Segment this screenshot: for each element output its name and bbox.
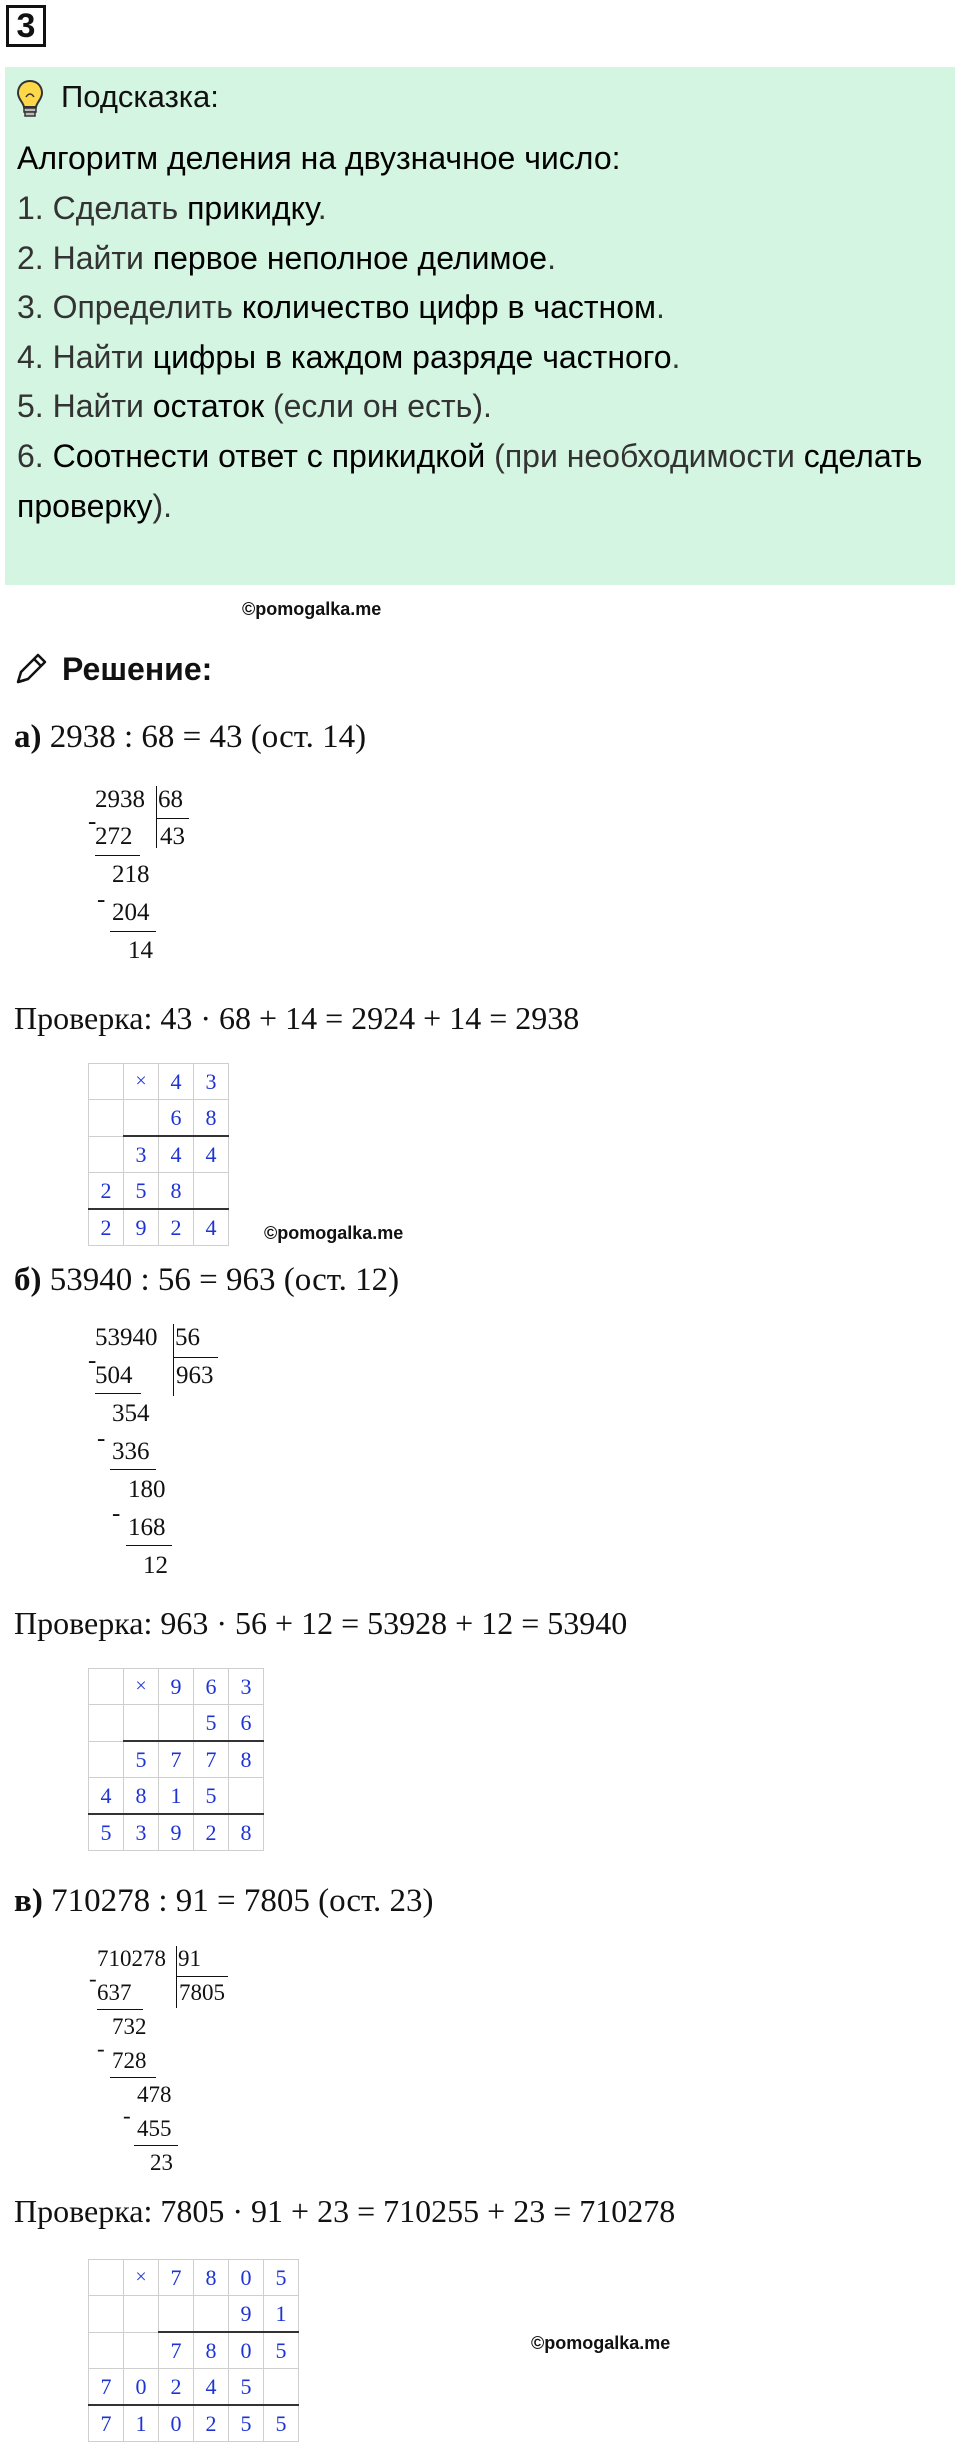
- multiplication-grid: [88, 1668, 264, 1851]
- grid-cell: 6: [194, 1669, 229, 1705]
- division-step: 180: [128, 1476, 166, 1503]
- hint-text: цифры в каждом разряде частного: [152, 339, 672, 375]
- minus-sign: -: [112, 1500, 121, 1527]
- hint-text: 2. Найти: [17, 240, 153, 276]
- hint-text: (при необходимости: [485, 438, 804, 474]
- grid-cell: 7: [159, 1741, 194, 1778]
- grid-cell: 2: [89, 1209, 124, 1246]
- grid-cell: ×: [124, 1064, 159, 1100]
- step-line: [110, 2077, 156, 2078]
- division-step: 12: [143, 1552, 168, 1579]
- pencil-icon: [12, 650, 50, 692]
- hint-intro-bold: Алгоритм деления на двузначное число: [17, 140, 612, 176]
- divisor-line: [176, 1976, 228, 1977]
- division-step: 504: [95, 1362, 133, 1389]
- grid-cell: 3: [124, 1136, 159, 1173]
- grid-cell: 0: [229, 2260, 264, 2296]
- part-equation: 53940 : 56 = 963 (ост. 12): [49, 1262, 400, 1298]
- hint-text: 5. Найти: [17, 388, 153, 424]
- hint-text: первое неполное делимое: [152, 240, 548, 276]
- hint-step: [17, 339, 680, 376]
- step-line: [97, 2009, 143, 2010]
- grid-cell: ×: [124, 1669, 159, 1705]
- grid-cell: 5: [194, 1778, 229, 1815]
- watermark: ©pomogalka.me: [264, 1223, 404, 1243]
- division-step: 732: [112, 2014, 147, 2039]
- division-step: 168: [128, 1514, 166, 1541]
- hint-box: [5, 67, 955, 585]
- grid-cell: [124, 2296, 159, 2333]
- division-step: 354: [112, 1400, 150, 1427]
- part-label: а): [14, 719, 42, 755]
- division-step: 478: [137, 2082, 172, 2107]
- grid-cell: 2: [89, 1173, 124, 1210]
- check-line: Проверка: 7805 · 91 + 23 = 710255 + 23 = 710278: [14, 2193, 676, 2229]
- grid-cell: ×: [124, 2260, 159, 2296]
- dividend: 710278: [97, 1946, 166, 1971]
- grid-cell: [89, 2332, 124, 2369]
- grid-cell: 7: [89, 2405, 124, 2442]
- grid-cell: 3: [229, 1669, 264, 1705]
- grid-cell: 8: [194, 1100, 229, 1137]
- check-line: Проверка: 43 · 68 + 14 = 2924 + 14 = 2938: [14, 1000, 580, 1036]
- solution-title: Решение:: [62, 651, 213, 687]
- grid-cell: 9: [124, 1209, 159, 1246]
- grid-cell: 5: [124, 1173, 159, 1210]
- grid-cell: 5: [264, 2405, 299, 2442]
- lightbulb-icon: [15, 79, 45, 123]
- grid-cell: [89, 1100, 124, 1137]
- grid-cell: [229, 1778, 264, 1815]
- grid-cell: 2: [159, 1209, 194, 1246]
- grid-cell: 5: [229, 2405, 264, 2442]
- grid-cell: 0: [159, 2405, 194, 2442]
- minus-sign: -: [88, 808, 97, 835]
- grid-cell: [264, 2369, 299, 2406]
- divisor: 56: [175, 1324, 200, 1351]
- step-line: [134, 2145, 178, 2146]
- multiplication-grid: [88, 1063, 229, 1246]
- part-equation: 710278 : 91 = 7805 (ост. 23): [51, 1883, 434, 1919]
- hint-text: 3. Определить: [17, 289, 242, 325]
- grid-cell: 8: [159, 1173, 194, 1210]
- division-bar: [173, 1324, 174, 1396]
- hint-step: [17, 488, 172, 525]
- hint-step: [17, 240, 556, 277]
- grid-cell: 8: [194, 2260, 229, 2296]
- grid-cell: 8: [194, 2332, 229, 2369]
- hint-text: .: [671, 339, 681, 375]
- grid-cell: 5: [89, 1814, 124, 1851]
- hint-text: сделать: [803, 438, 923, 474]
- grid-cell: 3: [124, 1814, 159, 1851]
- hint-text: 4. Найти: [17, 339, 153, 375]
- dividend: 53940: [95, 1324, 158, 1351]
- grid-cell: 7: [159, 2260, 194, 2296]
- divisor-line: [156, 818, 189, 819]
- grid-cell: 1: [124, 2405, 159, 2442]
- division-step: 728: [112, 2048, 147, 2073]
- grid-cell: 4: [159, 1136, 194, 1173]
- hint-intro: [17, 140, 621, 177]
- hint-text: (если он есть).: [264, 388, 492, 424]
- grid-cell: 1: [264, 2296, 299, 2333]
- grid-cell: 7: [194, 1741, 229, 1778]
- grid-cell: [89, 1741, 124, 1778]
- grid-cell: 0: [124, 2369, 159, 2406]
- division-step: 455: [137, 2116, 172, 2141]
- hint-text: .: [317, 190, 327, 226]
- quotient: 963: [176, 1362, 214, 1389]
- minus-sign: -: [97, 1425, 106, 1452]
- grid-cell: 6: [159, 1100, 194, 1137]
- minus-sign: -: [97, 2036, 105, 2061]
- grid-cell: 2: [194, 1814, 229, 1851]
- grid-cell: [194, 1173, 229, 1210]
- hint-text: ).: [152, 488, 173, 524]
- step-line: [126, 1545, 172, 1546]
- hint-text: 1. Сделать: [17, 190, 188, 226]
- minus-sign: -: [97, 886, 106, 913]
- grid-cell: 5: [229, 2369, 264, 2406]
- grid-cell: [124, 2332, 159, 2369]
- grid-cell: [124, 1100, 159, 1137]
- grid-cell: 3: [194, 1064, 229, 1100]
- grid-cell: [159, 2296, 194, 2333]
- hint-text: .: [547, 240, 556, 276]
- grid-cell: 2: [159, 2369, 194, 2406]
- division-step: 272: [95, 823, 133, 850]
- grid-cell: [159, 1705, 194, 1742]
- hint-step: [17, 289, 665, 326]
- grid-cell: 2: [194, 2405, 229, 2442]
- grid-cell: [89, 2260, 124, 2296]
- part-label: б): [14, 1262, 42, 1298]
- grid-cell: 9: [159, 1669, 194, 1705]
- watermark: ©pomogalka.me: [242, 599, 382, 619]
- division-step: 637: [97, 1980, 132, 2005]
- step-line: [110, 931, 156, 932]
- hint-step: [17, 190, 327, 227]
- grid-cell: 7: [89, 2369, 124, 2406]
- grid-cell: [89, 1669, 124, 1705]
- grid-cell: [89, 1064, 124, 1100]
- grid-cell: 5: [264, 2260, 299, 2296]
- hint-text: прикидку: [187, 190, 318, 226]
- hint-text: 6.: [17, 438, 53, 474]
- hint-text: проверку: [17, 488, 153, 524]
- minus-sign: -: [123, 2103, 131, 2128]
- divisor-line: [173, 1357, 218, 1358]
- grid-cell: 8: [229, 1741, 264, 1778]
- step-line: [110, 1469, 156, 1470]
- grid-cell: [89, 1136, 124, 1173]
- divisor: 68: [158, 786, 183, 813]
- check-line: Проверка: 963 · 56 + 12 = 53928 + 12 = 53940: [14, 1605, 628, 1641]
- quotient: 43: [160, 823, 185, 850]
- hint-title: Подсказка:: [61, 79, 219, 114]
- watermark: ©pomogalka.me: [531, 2333, 671, 2353]
- quotient: 7805: [179, 1980, 225, 2005]
- part-label: в): [14, 1883, 43, 1919]
- step-line: [95, 1393, 141, 1394]
- grid-cell: 4: [89, 1778, 124, 1815]
- grid-cell: 4: [159, 1064, 194, 1100]
- grid-cell: 9: [229, 2296, 264, 2333]
- part-heading: [14, 1262, 399, 1299]
- hint-text: Соотнести ответ с прикидкой: [52, 438, 486, 474]
- dividend: 2938: [95, 786, 145, 813]
- division-step: 23: [150, 2150, 173, 2175]
- task-number: 3: [6, 5, 46, 47]
- hint-text: остаток: [152, 388, 265, 424]
- grid-cell: 5: [124, 1741, 159, 1778]
- grid-cell: 6: [229, 1705, 264, 1742]
- multiplication-grid: [88, 2259, 299, 2442]
- division-bar: [176, 1946, 177, 2008]
- part-heading: [14, 719, 366, 756]
- division-step: 218: [112, 861, 150, 888]
- grid-cell: 5: [264, 2332, 299, 2369]
- division-step: 336: [112, 1438, 150, 1465]
- grid-cell: 4: [194, 1209, 229, 1246]
- grid-cell: 7: [159, 2332, 194, 2369]
- grid-cell: [124, 1705, 159, 1742]
- grid-cell: [89, 1705, 124, 1742]
- grid-cell: 4: [194, 1136, 229, 1173]
- grid-cell: [89, 2296, 124, 2333]
- grid-cell: 4: [194, 2369, 229, 2406]
- grid-cell: 8: [124, 1778, 159, 1815]
- minus-sign: -: [89, 1966, 97, 1991]
- part-equation: 2938 : 68 = 43 (ост. 14): [49, 719, 367, 755]
- hint-text: .: [656, 289, 665, 325]
- hint-step: [17, 388, 492, 425]
- grid-cell: 9: [159, 1814, 194, 1851]
- grid-cell: 1: [159, 1778, 194, 1815]
- minus-sign: -: [88, 1347, 97, 1374]
- divisor: 91: [178, 1946, 201, 1971]
- division-bar: [156, 786, 157, 848]
- step-line: [95, 855, 140, 856]
- hint-intro-rest: :: [611, 140, 621, 176]
- grid-cell: 5: [194, 1705, 229, 1742]
- hint-step: [17, 438, 922, 475]
- division-step: 204: [112, 899, 150, 926]
- grid-cell: [194, 2296, 229, 2333]
- part-heading: [14, 1883, 433, 1920]
- division-step: 14: [128, 937, 153, 964]
- grid-cell: 8: [229, 1814, 264, 1851]
- grid-cell: 0: [229, 2332, 264, 2369]
- hint-text: количество цифр в частном: [241, 289, 657, 325]
